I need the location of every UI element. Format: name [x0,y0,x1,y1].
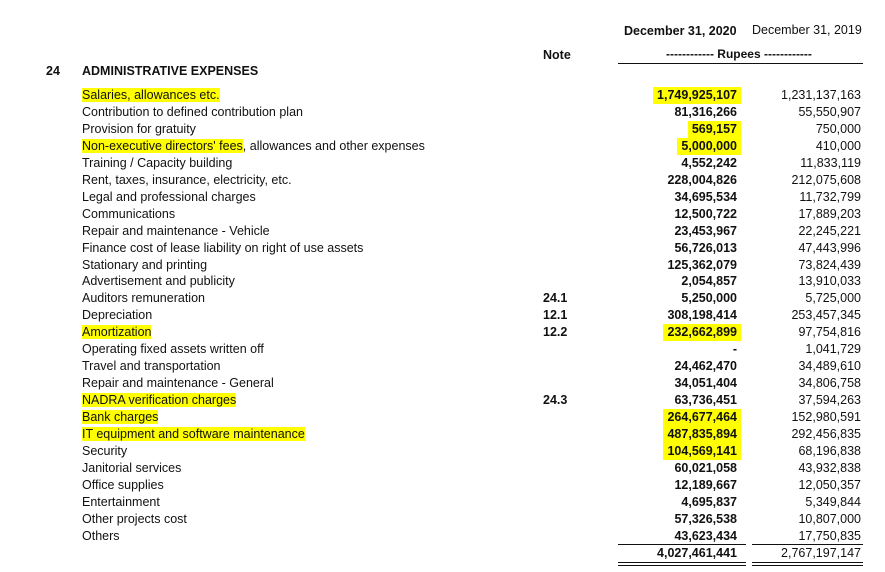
expense-label [82,189,256,206]
table-row [0,528,885,545]
table-row [0,206,885,223]
expense-label-text: Security [82,443,128,458]
value-2019: 212,075,608 [791,172,861,187]
value-2019: 5,725,000 [805,291,861,306]
value-2020: 81,316,266 [674,105,737,119]
section-title: ADMINISTRATIVE EXPENSES [82,64,259,78]
expense-label-text: Depreciation [82,308,153,323]
expense-label [82,307,152,324]
value-2019: 17,889,203 [798,206,861,221]
value-2019: 1,231,137,163 [781,88,861,102]
value-2020: 4,695,837 [681,494,737,509]
value-2020: 5,250,000 [681,291,737,306]
expense-label [82,273,235,290]
table-row [0,223,885,240]
expense-label [82,409,158,426]
value-2020: 5,000,000 [677,138,741,155]
expense-label [82,477,164,494]
value-2019: 68,196,838 [798,443,861,458]
value-2020: 43,623,434 [674,528,737,543]
expense-label [82,155,232,172]
expense-label [82,121,196,138]
table-row [0,511,885,528]
expense-label-text: Rent, taxes, insurance, electricity, etc. [82,172,292,187]
value-2019: 37,594,263 [798,393,861,408]
value-2019: 12,050,357 [798,477,861,492]
value-2020: 228,004,826 [667,172,737,187]
table-row [0,155,885,172]
value-2020: 264,677,464 [663,409,741,426]
value-2019: 1,041,729 [805,342,861,357]
expense-label-text: Provision for gratuity [82,121,196,136]
expense-label-text: IT equipment and software maintenance [82,427,305,441]
expense-label [82,443,127,460]
table-row [0,409,885,426]
value-2020: 1,749,925,107 [653,87,741,104]
expense-label-text: Repair and maintenance - Vehicle [82,223,270,238]
expense-label-text: Auditors remuneration [82,291,205,306]
currency-label: ------------ Rupees ------------ [666,47,812,61]
value-2020: 63,736,451 [674,393,737,408]
expense-label [82,426,305,443]
note-ref: 24.3 [543,393,568,408]
expense-label-text: Amortization [82,325,152,340]
expense-label [82,392,236,409]
expense-label [82,172,292,189]
table-row [0,138,885,155]
table-row [0,87,885,104]
value-2020: 4,552,242 [681,155,737,170]
table-row [0,307,885,324]
expense-label [82,341,264,358]
expense-label-rest: , allowances and other expenses [242,138,425,153]
expense-label-text: Finance cost of lease liability on right of use assets [82,240,364,255]
expense-label [82,375,274,392]
expense-label-text: Communications [82,206,176,221]
value-2019: 17,750,835 [798,528,861,543]
value-2020: 56,726,013 [674,240,737,255]
expense-label [82,257,207,274]
value-2019: 5,349,844 [805,494,861,509]
value-2019: 97,754,816 [798,325,861,340]
value-2020: 12,189,667 [674,477,737,492]
value-2019: 47,443,996 [798,240,861,255]
expense-label-text: Bank charges [82,410,159,425]
value-2020: 23,453,967 [674,223,737,238]
value-2020: 60,021,058 [674,460,737,475]
expense-label-text: Other projects cost [82,511,187,526]
value-2019: 55,550,907 [798,105,861,119]
expense-label-text: Advertisement and publicity [82,274,235,289]
value-2020: 12,500,722 [674,206,737,221]
value-2020: 57,326,538 [674,511,737,526]
table-row [0,240,885,257]
expense-label-text: Entertainment [82,494,160,509]
expense-label-text: Legal and professional charges [82,189,256,204]
value-2019: 22,245,221 [798,223,861,238]
column-header-2020: December 31, 2020 [624,24,737,38]
value-2020: 34,695,534 [674,189,737,204]
expense-label [82,324,151,341]
table-row [0,460,885,477]
expense-label-text: Repair and maintenance - General [82,376,274,391]
table-row [0,392,885,409]
table-row [0,477,885,494]
expense-label-text: Office supplies [82,477,164,492]
value-2019: 43,932,838 [798,460,861,475]
table-row [0,324,885,341]
table-row [0,426,885,443]
expense-label-text: Janitorial services [82,460,182,475]
expense-label-text: Contribution to defined contribution plan [82,105,303,119]
value-2020: 34,051,404 [674,376,737,391]
note-ref: 12.2 [543,325,568,340]
total-double-line-2019-a [752,562,863,563]
note-ref: 12.1 [543,308,568,323]
expense-label-text: Others [82,528,120,543]
value-2019: 253,457,345 [791,308,861,323]
expense-label [82,528,120,545]
table-row [0,341,885,358]
value-2019: 34,489,610 [798,359,861,374]
value-2020: - [732,342,737,357]
expense-label [82,206,175,223]
expense-label-text: Training / Capacity building [82,155,233,170]
value-2019: 11,833,119 [800,155,861,170]
table-row [0,358,885,375]
table-row [0,494,885,511]
table-row [0,375,885,392]
total-double-line-2020-a [618,562,746,563]
value-2019: 73,824,439 [798,257,861,272]
value-2020: 2,054,857 [681,274,737,289]
value-2019: 152,980,591 [791,410,861,425]
table-row [0,121,885,138]
value-2019: 11,732,799 [799,189,861,204]
expense-label [82,358,221,375]
expense-label [82,223,270,240]
value-2019: 10,807,000 [798,511,861,526]
expense-label-text: Stationary and printing [82,257,208,272]
value-2020: 104,569,141 [663,443,741,460]
value-2020: 232,662,899 [663,324,741,341]
expense-label-text: Travel and transportation [82,359,221,374]
table-row [0,189,885,206]
note-column-header: Note [543,48,571,62]
table-row [0,104,885,121]
expense-label-text: Non-executive directors' fees [82,138,243,153]
total-double-line-2020-b [618,565,746,566]
expense-label [82,138,425,155]
expense-label [82,87,220,104]
value-2019: 34,806,758 [798,376,861,391]
expense-label [82,104,303,121]
table-row [0,443,885,460]
value-2019: 13,910,033 [798,274,861,289]
expense-label-text: NADRA verification charges [82,393,237,408]
currency-underline [618,63,863,64]
expense-label [82,290,205,307]
value-2020: 308,198,414 [667,308,737,323]
value-2019: 292,456,835 [791,427,861,441]
column-header-2019: December 31, 2019 [752,23,862,37]
value-2020: 487,835,894 [663,426,741,443]
value-2019: 410,000 [815,138,861,153]
expense-label [82,240,363,257]
value-2020: 125,362,079 [667,257,737,272]
expense-label [82,494,160,511]
section-number: 24 [46,64,60,78]
total-double-line-2019-b [752,565,863,566]
value-2020: 24,462,470 [674,359,737,374]
total-2019-value: 2,767,197,147 [781,546,861,560]
total-2020-value: 4,027,461,441 [657,546,737,560]
value-2019: 750,000 [815,121,861,136]
expense-label-text: Salaries, allowances etc. [82,88,220,102]
note-ref: 24.1 [543,291,568,306]
expense-label [82,460,181,477]
total-row [0,545,885,562]
expense-label [82,511,187,528]
table-row [0,290,885,307]
table-row [0,257,885,274]
table-row [0,273,885,290]
table-row [0,172,885,189]
expense-label-text: Operating fixed assets written off [82,342,264,357]
value-2020: 569,157 [688,121,741,138]
